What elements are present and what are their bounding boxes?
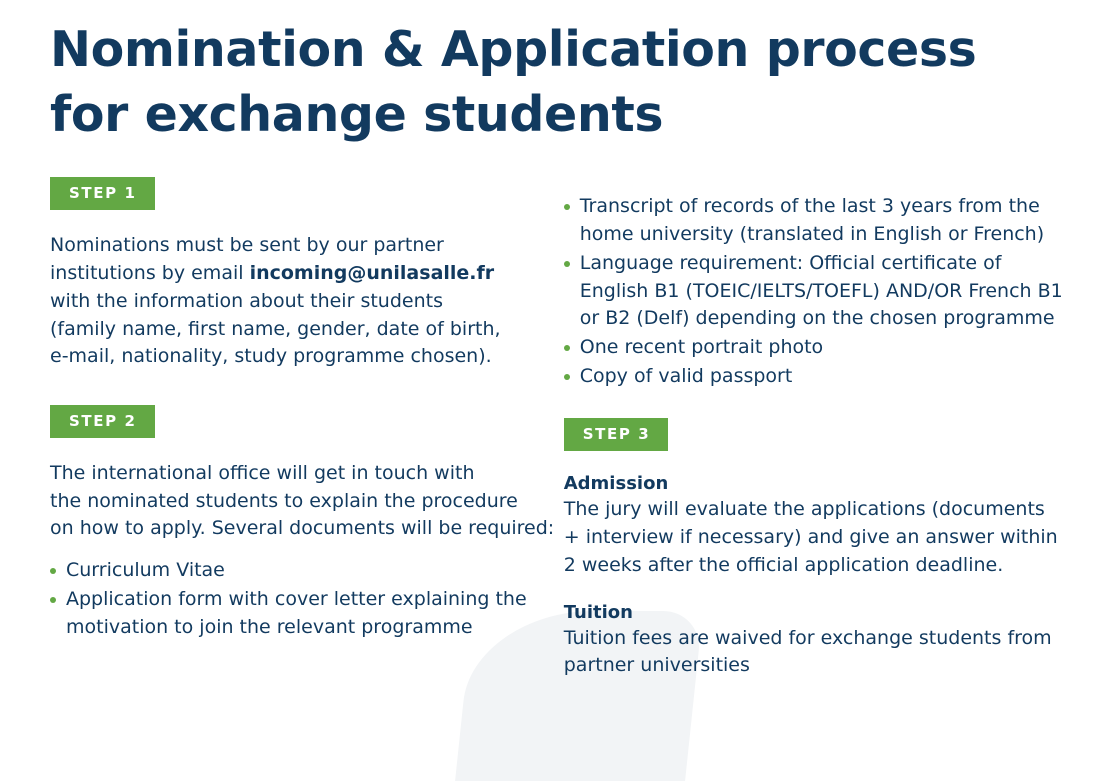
contact-email: incoming@unilasalle.fr [249,262,495,285]
page-title [50,18,1064,147]
step-1-paragraph [50,232,564,371]
tuition-heading: Tuition [563,601,633,623]
step-2-text-line-1: The international office will get in touch with [50,462,475,485]
step-1-text-line-4: (family name, first name, gender, date of birth, [50,317,501,340]
step-1-text-line-1: Nominations must be sent by our partner [50,234,444,257]
step-2-text-line-3: on how to apply. Several documents will be required: [50,517,555,540]
step-2-paragraph [50,460,564,543]
documents-list-left [50,557,564,641]
step-1-text-line-3: with the information about their students [50,289,443,312]
list-item: Transcript of records of the last 3 years from the home university (translated in English or French) [564,193,1064,248]
left-column [50,177,564,642]
list-item: One recent portrait photo [564,334,1064,362]
page-title-line-1: Nomination & Application process [50,21,977,78]
admission-text: The jury will evaluate the applications (documents + interview if necessary) and give an answer within 2 weeks after the official application deadline. [563,498,1058,576]
content-columns [50,177,1064,680]
tuition-text: Tuition fees are waived for exchange students from partner universities [563,626,1052,677]
admission-heading: Admission [563,473,669,495]
list-item: Copy of valid passport [564,363,1064,391]
step-3-block [564,418,1064,680]
step-1-badge: STEP 1 [50,177,155,210]
list-item: Language requirement: Official certificate of English B1 (TOEIC/IELTS/TOEFL) AND/OR French B1 or B2 (Delf) depending on the chosen programme [564,250,1064,333]
right-column [564,177,1064,680]
step-2-text-line-2: the nominated students to explain the procedure [50,489,518,512]
step-1-text-line-2: institutions by email [50,262,250,285]
step-3-badge: STEP 3 [564,418,669,451]
documents-list-right [564,193,1064,390]
step-1-text-line-5: e-mail, nationality, study programme chosen). [50,345,492,368]
list-item: Curriculum Vitae [50,557,564,585]
list-item: Application form with cover letter explaining the motivation to join the relevant programme [50,586,564,641]
step-2-badge: STEP 2 [50,405,155,438]
step-2-block [50,405,564,641]
page-title-line-2: for exchange students [50,85,664,143]
